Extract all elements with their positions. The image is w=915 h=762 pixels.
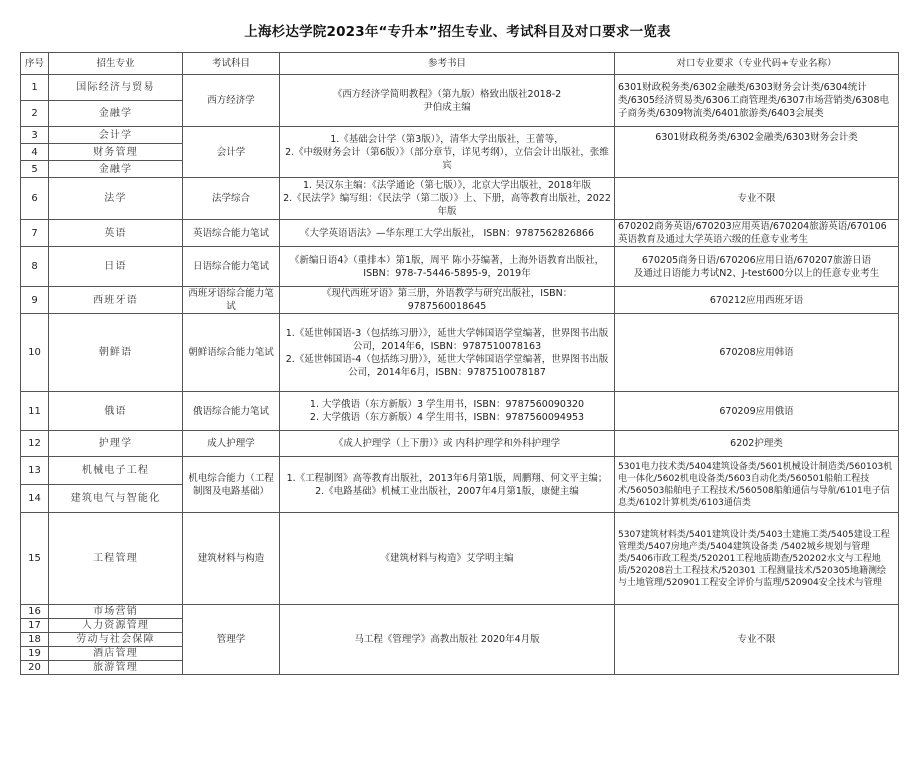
requirements xyxy=(615,75,899,127)
row-number: 17 xyxy=(21,619,49,633)
row-number: 6 xyxy=(21,178,49,220)
requirements xyxy=(615,431,899,457)
table-row xyxy=(21,178,899,220)
table-row xyxy=(21,513,899,605)
table-row xyxy=(21,247,899,287)
major-name: 英语 xyxy=(49,220,183,247)
exam-subject: 管理学 xyxy=(183,605,280,675)
requirement-line: 6202护理类 xyxy=(730,438,783,449)
requirements xyxy=(615,513,899,605)
row-number: 16 xyxy=(21,605,49,619)
major-name: 建筑电气与智能化 xyxy=(49,485,183,513)
exam-subject: 法学综合 xyxy=(183,178,280,220)
table-row xyxy=(21,75,899,101)
major-name: 旅游管理 xyxy=(49,661,183,675)
exam-subject: 西班牙语综合能力笔试 xyxy=(183,287,280,314)
book-line: 1. 吴汉东主编：《法学通论（第七版）》，北京大学出版社，2018年版 xyxy=(302,180,591,191)
book-line: 马工程《管理学》高教出版社 2020年4月版 xyxy=(354,634,540,645)
requirements xyxy=(615,392,899,431)
table-row xyxy=(21,314,899,392)
requirement-line: 6301财政税务类/6302金融类/6303财务会计类/6304统计类/6305经济贸易类/6306工商管理类/6307市场营销类/6308电子商务类/6309物流类/6401旅游类/6403会展类 xyxy=(618,82,890,119)
requirements xyxy=(615,314,899,392)
exam-subject: 建筑材料与构造 xyxy=(183,513,280,605)
major-name: 西班牙语 xyxy=(49,287,183,314)
row-number: 3 xyxy=(21,127,49,144)
book-line: 1.《基础会计学（第3版）》，清华大学出版社，王蕾等， xyxy=(330,133,564,145)
major-name: 俄语 xyxy=(49,392,183,431)
row-number: 18 xyxy=(21,633,49,647)
book-line: 1.《延世韩国语-3（包括练习册）》，延世大学韩国语学堂编著，世界图书出版公司，2014年6，ISBN：9787510078163 xyxy=(285,327,609,352)
book-line: 2.《中级财务会计（第6版）》（部分章节，详见考纲），立信会计出版社，张维宾 xyxy=(285,146,609,171)
exam-subject: 西方经济学 xyxy=(183,75,280,127)
requirements xyxy=(615,220,899,247)
reference-books xyxy=(280,247,615,287)
book-line: 《新编日语4》（重排本）第1版，周平 陈小芬编著，上海外语教育出版社， ISBN：978-7-5446-5895-9，2019年 xyxy=(289,254,605,279)
major-name: 法学 xyxy=(49,178,183,220)
row-number: 13 xyxy=(21,457,49,485)
requirements xyxy=(615,287,899,314)
row-number: 5 xyxy=(21,161,49,178)
row-number: 7 xyxy=(21,220,49,247)
book-line: 尹伯成主编 xyxy=(423,101,471,113)
requirements xyxy=(615,178,899,220)
exam-subject: 英语综合能力笔试 xyxy=(183,220,280,247)
major-name: 护理学 xyxy=(49,431,183,457)
major-name: 金融学 xyxy=(49,101,183,127)
table-row xyxy=(21,392,899,431)
book-line: 《现代西班牙语》第三册，外语教学与研究出版社，ISBN：9787560018645 xyxy=(321,288,573,312)
reference-books xyxy=(280,457,615,513)
requirement-line: 及通过日语能力考试N2、J-test600分以上的任意专业考生 xyxy=(633,267,880,279)
book-line: 《建筑材料与构造》艾学明主编 xyxy=(380,553,514,564)
book-line: 2.《民法学》编写组：《民法学（第二版）》上、下册，高等教育出版社，2022年版 xyxy=(283,193,611,217)
table-row xyxy=(21,605,899,619)
header-books: 参考书目 xyxy=(280,53,615,75)
exam-subject: 机电综合能力（工程制图及电路基础） xyxy=(183,457,280,513)
header-subject: 考试科目 xyxy=(183,53,280,75)
row-number: 2 xyxy=(21,101,49,127)
table-row xyxy=(21,287,899,314)
book-line: 2.《延世韩国语-4（包括练习册）》，延世大学韩国语学堂编著，世界图书出版公司，2014年6月，ISBN：9787510078187 xyxy=(285,353,609,378)
requirement-line: 670205商务日语/670206应用日语/670207旅游日语 xyxy=(641,254,872,266)
row-number: 15 xyxy=(21,513,49,605)
requirements xyxy=(615,247,899,287)
major-name: 会计学 xyxy=(49,127,183,144)
row-number: 14 xyxy=(21,485,49,513)
row-number: 4 xyxy=(21,144,49,161)
requirement-line: 6301财政税务类/6302金融类/6303财务会计类 xyxy=(655,132,858,143)
requirement-line: 专业不限 xyxy=(737,193,776,204)
exam-subject: 朝鲜语综合能力笔试 xyxy=(183,314,280,392)
header-requirements: 对口专业要求（专业代码+专业名称） xyxy=(615,53,899,75)
book-line: 1. 大学俄语（东方新版）3 学生用书，ISBN：9787560090320 xyxy=(309,399,585,410)
row-number: 9 xyxy=(21,287,49,314)
row-number: 19 xyxy=(21,647,49,661)
header-row xyxy=(21,53,899,75)
document-title: 上海杉达学院2023年“专升本”招生专业、考试科目及对口要求一览表 xyxy=(244,24,671,40)
table-row xyxy=(21,220,899,247)
requirement-line: 670202商务英语/670203应用英语/670204旅游英语/670106英语教育及通过大学英语六级的任意专业考生 xyxy=(618,221,887,245)
book-line: 2.《电路基础》机械工业出版社，2007年4月第1版，康健主编 xyxy=(315,485,579,497)
requirements xyxy=(615,605,899,675)
reference-books xyxy=(280,178,615,220)
reference-books xyxy=(280,392,615,431)
exam-subject: 会计学 xyxy=(183,127,280,178)
reference-books xyxy=(280,75,615,127)
major-name: 财务管理 xyxy=(49,144,183,161)
reference-books xyxy=(280,431,615,457)
requirement-line: 5301电力技术类/5404建筑设备类/5601机械设计制造类/560103机电一体化/5602机电设备类/5603自动化类/560501船舶工程技术/560503船舶电子工程技术/560508船舶通信与导航/6101电子信息类/6102计算机类/6103通信类 xyxy=(618,461,893,508)
major-name: 国际经济与贸易 xyxy=(49,75,183,101)
major-name: 劳动与社会保障 xyxy=(49,633,183,647)
major-name: 金融学 xyxy=(49,161,183,178)
book-line: 《西方经济学简明教程》（第九版）格致出版社2018-2 xyxy=(332,88,562,100)
table-row xyxy=(21,127,899,144)
major-name: 日语 xyxy=(49,247,183,287)
book-line: 2. 大学俄语（东方新版）4 学生用书，ISBN：9787560094953 xyxy=(309,412,585,423)
row-number: 11 xyxy=(21,392,49,431)
requirements xyxy=(615,127,899,178)
row-number: 10 xyxy=(21,314,49,392)
row-number: 1 xyxy=(21,75,49,101)
major-name: 人力资源管理 xyxy=(49,619,183,633)
requirement-line: 670209应用俄语 xyxy=(719,405,794,417)
reference-books xyxy=(280,220,615,247)
requirement-line: 5307建筑材料类/5401建筑设计类/5403土建施工类/5405建设工程管理类/5407房地产类/5404建筑设备类 /5402城乡规划与管理类/5406市政工程类/520201工程地质勘查/520202水文与工程地质/520208岩土工程技术/520301 工程测量技术/520305地籍测绘与土地管理/520901工程安全评价与监理/520904安全技术与管理 xyxy=(618,529,890,588)
exam-subject: 日语综合能力笔试 xyxy=(183,247,280,287)
book-line: 《大学英语语法》—华东理工大学出版社， ISBN：9787562826866 xyxy=(299,227,595,239)
header-major: 招生专业 xyxy=(49,53,183,75)
major-name: 市场营销 xyxy=(49,605,183,619)
requirement-line: 专业不限 xyxy=(737,634,776,645)
exam-subject: 成人护理学 xyxy=(183,431,280,457)
major-name: 工程管理 xyxy=(49,513,183,605)
row-number: 12 xyxy=(21,431,49,457)
reference-books xyxy=(280,287,615,314)
requirements xyxy=(615,457,899,513)
major-name: 朝鲜语 xyxy=(49,314,183,392)
row-number: 20 xyxy=(21,661,49,675)
reference-books xyxy=(280,605,615,675)
header-no: 序号 xyxy=(21,53,49,75)
requirement-line: 670212应用西班牙语 xyxy=(709,294,804,306)
book-line: 《成人护理学（上下册）》或 内科护理学和外科护理学 xyxy=(333,438,561,449)
major-name: 酒店管理 xyxy=(49,647,183,661)
reference-books xyxy=(280,513,615,605)
table-row xyxy=(21,457,899,485)
major-name: 机械电子工程 xyxy=(49,457,183,485)
reference-books xyxy=(280,127,615,178)
row-number: 8 xyxy=(21,247,49,287)
admissions-table xyxy=(20,52,899,675)
exam-subject: 俄语综合能力笔试 xyxy=(183,392,280,431)
reference-books xyxy=(280,314,615,392)
book-line: 1.《工程制图》高等教育出版社，2013年6月第1版，周鹏翔、何文平主编； xyxy=(286,472,608,484)
requirement-line: 670208应用韩语 xyxy=(719,347,794,358)
table-row xyxy=(21,431,899,457)
